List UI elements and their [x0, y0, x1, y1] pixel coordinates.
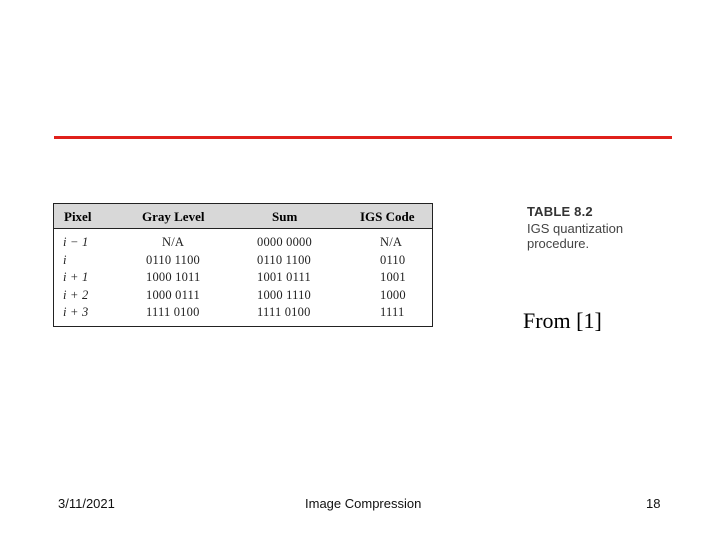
- table-cell-pixel: i + 3: [63, 305, 89, 319]
- header-igs-code: IGS Code: [360, 209, 415, 224]
- table-cell-gray-level: 1000 1011: [146, 270, 201, 284]
- igs-table: [53, 203, 433, 327]
- table-cell-sum: 1001 0111: [257, 270, 311, 284]
- table-cell-sum: 1000 1110: [257, 288, 311, 302]
- caption-line: procedure.: [527, 236, 590, 251]
- table-cell-igs-code: 0110: [380, 253, 406, 267]
- footer-date: 3/11/2021: [58, 496, 115, 511]
- source-note: From [1]: [523, 308, 602, 333]
- footer-page-number: 18: [646, 496, 661, 511]
- table-cell-gray-level: N/A: [162, 235, 185, 249]
- title-rule: [54, 136, 672, 139]
- caption-title: TABLE 8.2: [527, 204, 593, 219]
- table-caption: [527, 204, 677, 251]
- table-cell-igs-code: 1111: [380, 305, 405, 319]
- table-cell-igs-code: 1001: [380, 270, 406, 284]
- table-cell-sum: 0110 1100: [257, 253, 311, 267]
- table-cell-igs-code: N/A: [380, 235, 403, 249]
- table-cell-sum: 1111 0100: [257, 305, 311, 319]
- header-pixel: Pixel: [64, 209, 92, 224]
- table-cell-pixel: i + 2: [63, 288, 89, 302]
- header-gray-level: Gray Level: [142, 209, 205, 224]
- table-header: [54, 204, 432, 229]
- footer-title: Image Compression: [305, 496, 422, 511]
- caption-text: [527, 221, 677, 251]
- header-sum: Sum: [272, 209, 298, 224]
- table-cell-gray-level: 0110 1100: [146, 253, 200, 267]
- table-cell-pixel: i: [63, 253, 67, 267]
- table-cell-gray-level: 1000 0111: [146, 288, 200, 302]
- table-cell-gray-level: 1111 0100: [146, 305, 200, 319]
- table-cell-sum: 0000 0000: [257, 235, 312, 249]
- table-cell-igs-code: 1000: [380, 288, 406, 302]
- table-cell-pixel: i − 1: [63, 235, 89, 249]
- table-cell-pixel: i + 1: [63, 270, 89, 284]
- caption-line: IGS quantization: [527, 221, 624, 236]
